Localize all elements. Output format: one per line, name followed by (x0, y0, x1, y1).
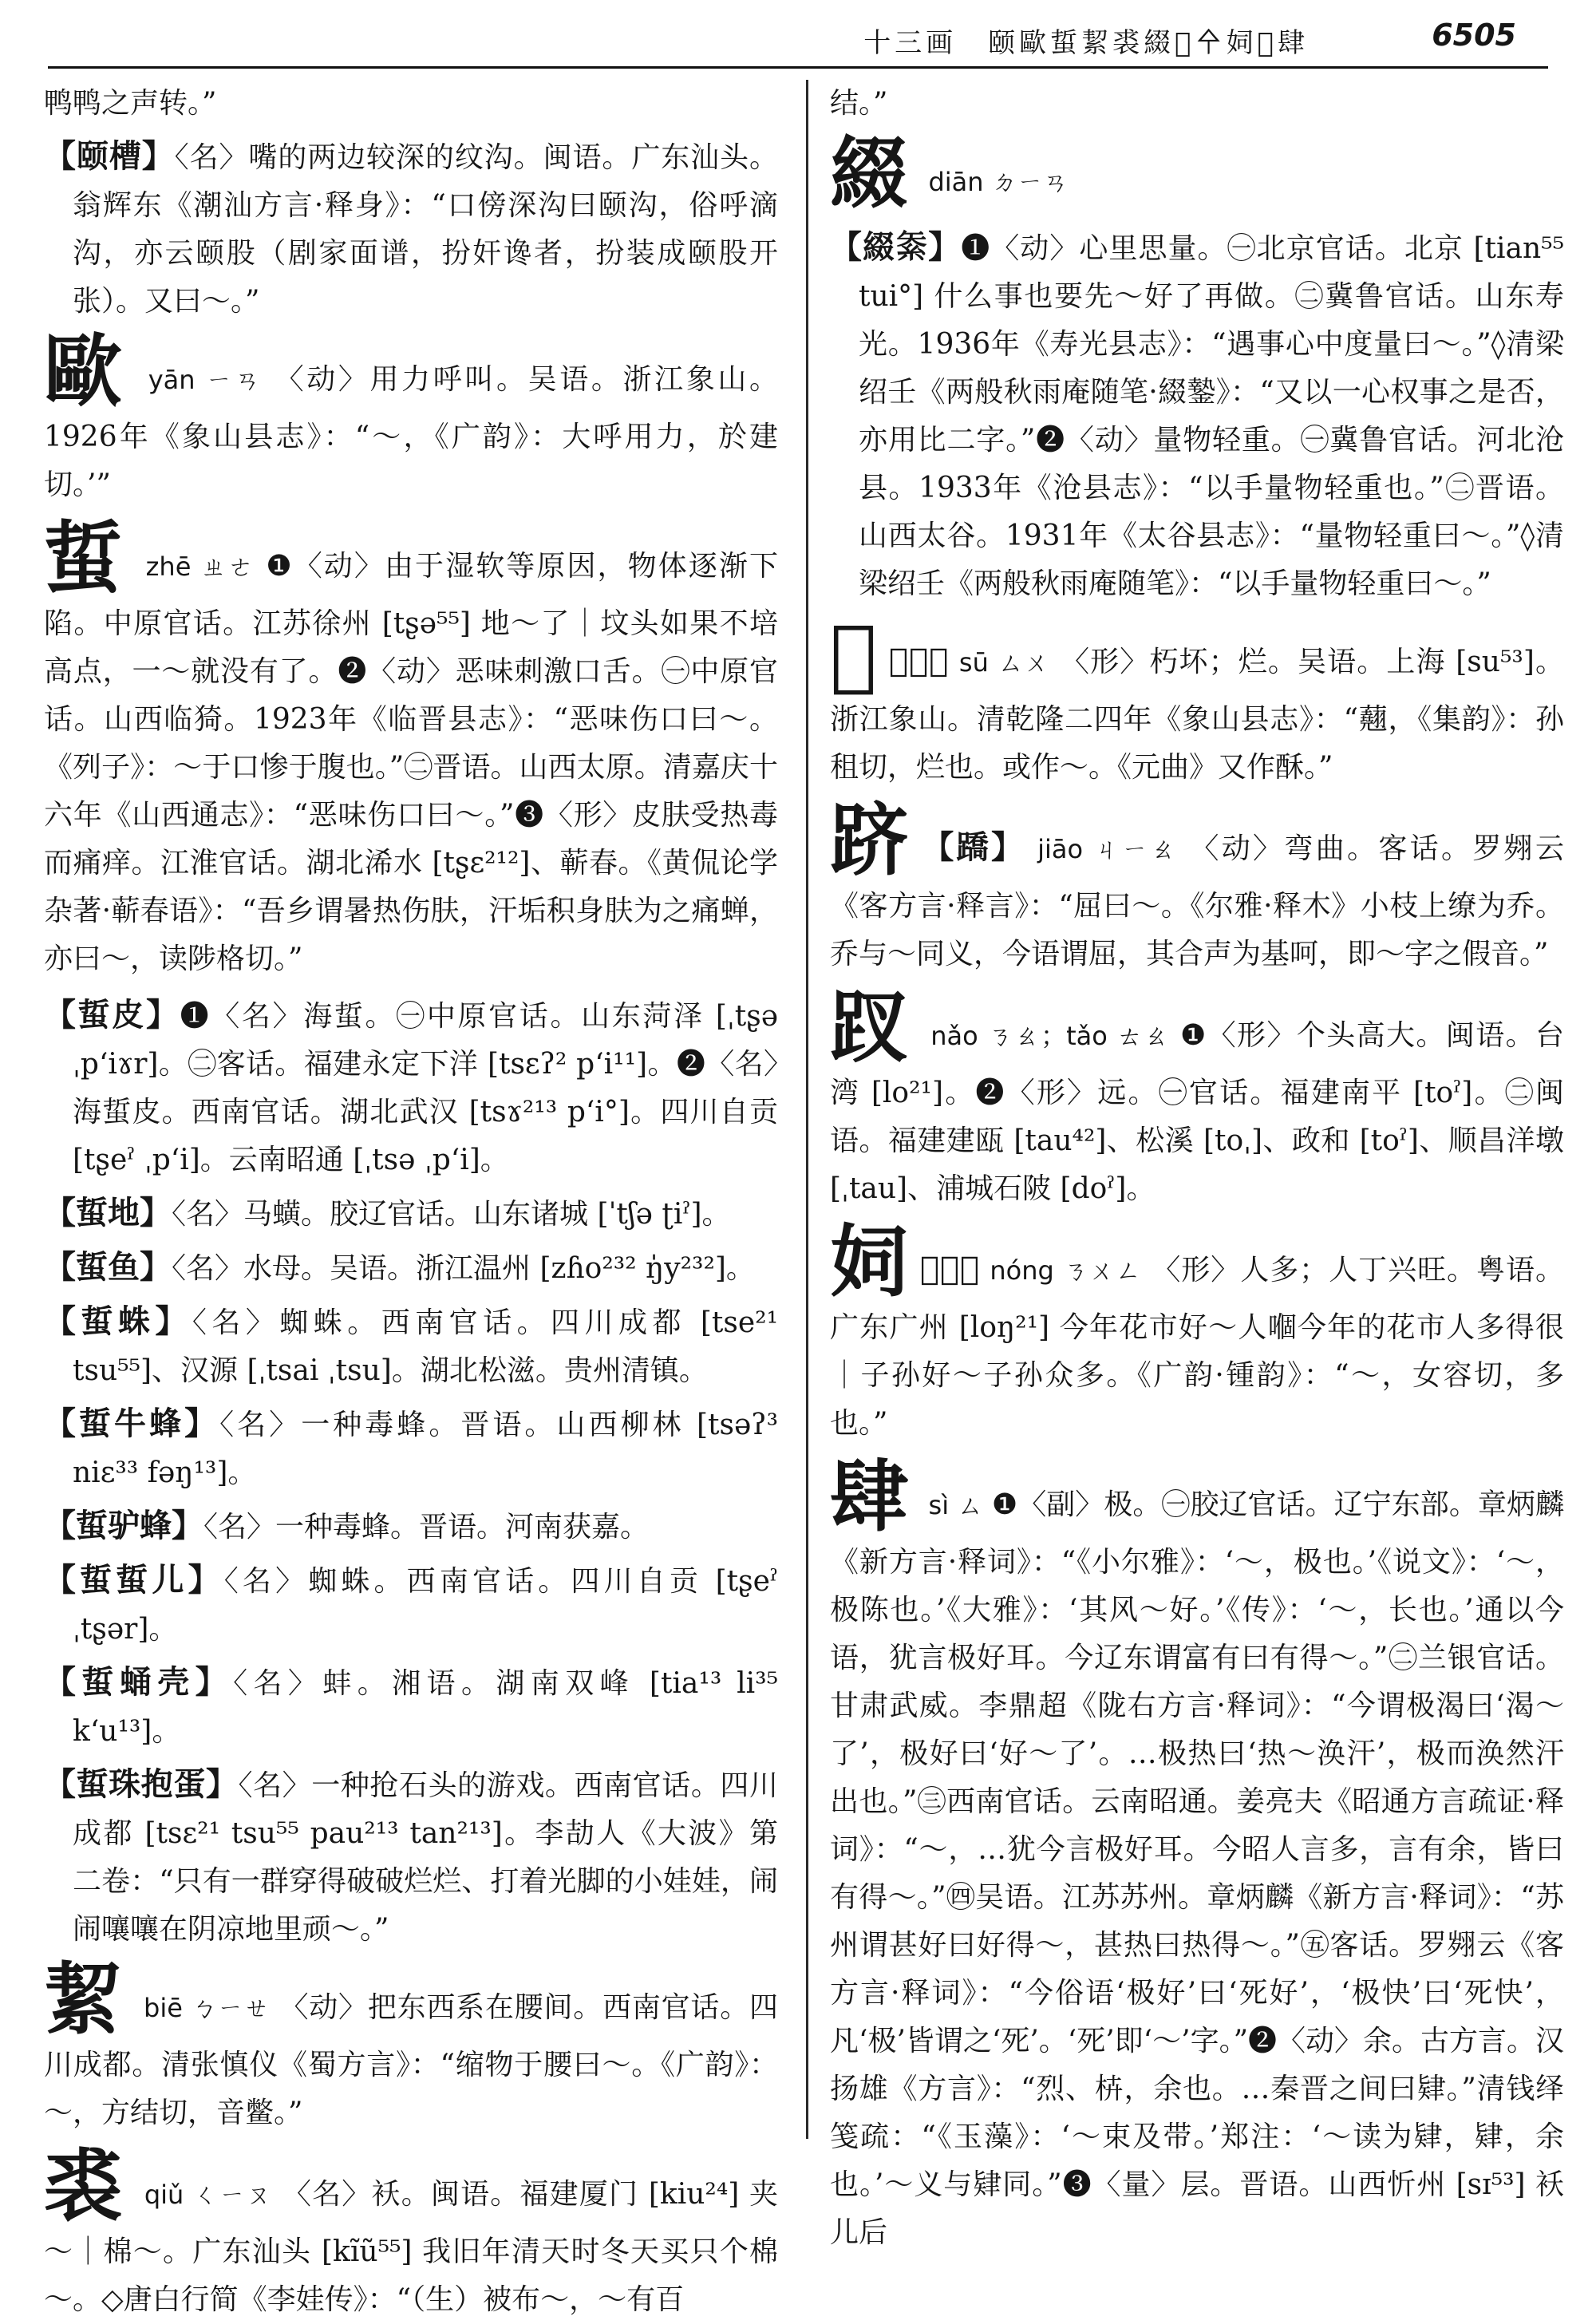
sub-entry (44, 1243, 778, 1293)
head-entry (830, 795, 1564, 978)
definition-text: 〈名〉一种毒蜂。晋语。山西柳林 [tsəʔ³ niɛ³³ fəŋ¹³]。 (73, 1409, 779, 1489)
sub-headword: 【蜇皮】 (44, 996, 180, 1034)
sub-entry (44, 132, 778, 326)
sub-headword: 【綴𥿅】 (830, 228, 962, 266)
sub-headword: 【蜇蜇儿】 (44, 1561, 224, 1599)
left-column (44, 80, 779, 2316)
head-character: 䟕 (830, 982, 910, 1073)
traditional-form: 【𣳏】 (888, 642, 950, 679)
head-entry (830, 128, 1564, 219)
sub-headword: 【蜇鱼】 (44, 1248, 172, 1286)
header-rule (48, 66, 1548, 69)
sub-entry (44, 1189, 778, 1239)
head-entry (830, 982, 1564, 1213)
head-entry (44, 512, 778, 983)
continued-text: 结。” (830, 87, 888, 120)
definition-text: 〈名〉蚌。湘语。湖南双峰 [tia¹³ li³⁵ kʻu¹³]。 (73, 1667, 778, 1748)
sub-headword: 【蜇地】 (44, 1194, 172, 1231)
head-character: 絜 (44, 1954, 123, 2045)
sub-headword: 【颐槽】 (44, 137, 175, 175)
definition-text: 〈名〉马蟥。胶辽官话。山东诸城 [ˈtʃə ʈiˀ]。 (172, 1198, 731, 1231)
head-character: 歐 (44, 326, 125, 417)
head-entry (44, 1954, 778, 2137)
pronunciation: biē ㄅㄧㄝ (144, 1993, 271, 2023)
sub-headword: 【蜇牛蜂】 (44, 1405, 220, 1442)
head-entry (830, 608, 1564, 792)
pronunciation: sì ㄙ (928, 1490, 983, 1520)
definition-text: 〈名〉嘴的两边较深的纹沟。闽语。广东汕头。翁辉东《潮汕方言·释身》：“口傍深沟曰颐沟，俗呼滴沟，亦云颐股（剧家面谱，扮奸谗者，扮装成颐股开张）。又曰～。” (73, 141, 778, 318)
right-column (830, 80, 1564, 2249)
definition-text: 〈动〉弯曲。客话。罗翙云《客方言·释言》：“屈曰～。《尔雅·释木》小枝上缭为乔。乔与～同义，今语谓屈，其合声为基呵，即～字之假音。” (830, 832, 1564, 970)
continued-text: 鸭鸭之声转。” (44, 87, 217, 120)
pronunciation: nǎo ㄋㄠ；tǎo ㄊㄠ (930, 1021, 1171, 1051)
pronunciation: diān ㄉㄧㄢ (928, 167, 1069, 197)
definition-text: ❶〈名〉海蜇。㊀中原官话。山东菏泽 [ˌtʂə ˌpʻiɤr]。㊁客话。福建永定下洋 [tsɛʔ² pʻi¹¹]。❷〈名〉海蜇皮。西南官话。湖北武汉 [tsɤ²¹³ pʻi°]。四川自贡 [tʂeˀ ˌpʻi]。云南昭通 [ˌtsə ˌpʻi]。 (73, 1000, 779, 1176)
pronunciation: zhē ㄓㄜ (145, 551, 255, 582)
definition-text: 〈名〉蜘蛛。西南官话。四川自贡 [tʂeˀ ˌtʂər]。 (73, 1565, 779, 1646)
definition-text: ❶〈形〉个头高大。闽语。台湾 [lo²¹]。❷〈形〉远。㊀官话。福建南平 [toˀ]。㊁闽语。福建建瓯 [tau⁴²]、松溪 [toˌ]、政和 [toˀ]、顺昌洋墩 [ˌtau]、浦城石陂 [doˀ]。 (830, 1019, 1564, 1205)
head-entry (830, 1451, 1564, 2257)
head-entry (44, 2140, 778, 2324)
definition-text: 〈名〉一种毒蜂。晋语。河南获嘉。 (203, 1511, 650, 1543)
definition-text: 〈形〉朽坏；烂。吴语。上海 [su⁵³]。浙江象山。清乾隆二四年《象山县志》：“𧄍，《集韵》：孙租切，烂也。或作～。《元曲》又作酥。” (830, 646, 1564, 784)
sub-entry (44, 1298, 778, 1395)
definition-text: 〈名〉蜘蛛。西南官话。四川成都 [tse²¹ tsu⁵⁵]、汉源 [ˌtsai ˌtsu]。湖北松滋。贵州清镇。 (73, 1306, 779, 1387)
page-header (48, 14, 1548, 69)
definition-text: 〈名〉水母。吴语。浙江温州 [zɦo²³² ŋ̍y²³²]。 (172, 1252, 755, 1285)
pronunciation: yān ㄧㄢ (148, 365, 263, 395)
definition-text: ❶〈动〉心里思量。㊀北京官话。北京 [tian⁵⁵ tui°] 什么事也要先～好了再做。㊁冀鲁官话。山东寿光。1936年《寿光县志》：“遇事心中度量曰～。”◊清梁绍壬《两般秋雨庵随笔·綴䥍》：“又以一心权事之是否，亦用比二字。”❷〈动〉量物轻重。㊀冀鲁官话。河北沧县。1933年《沧县志》：“以手量物轻重也。”㊁晋语。山西太谷。1931年《太谷县志》：“量物轻重曰～。”◊清梁绍壬《两般秋雨庵随笔》：“以手量物轻重曰～。” (859, 232, 1564, 600)
definition-text: 〈名〉一种抢石头的游戏。西南官话。四川成都 [tsɛ²¹ tsu⁵⁵ pau²¹³ tan²¹³]。李劼人《大波》第二卷：“只有一群穿得破破烂烂、打着光脚的小娃娃，闹闹嚷嚷在阴凉地里顽～。” (73, 1769, 778, 1946)
sub-headword: 【蜇蛛】 (44, 1302, 192, 1340)
sub-headword: 【蜇蛹壳】 (44, 1663, 234, 1701)
definition-text: ❶〈动〉由于湿软等原因，物体逐渐下陷。中原官话。江苏徐州 [tʂə⁵⁵] 地～了｜坟头如果不培高点，一～就没有了。❷〈动〉恶味刺激口舌。㊀中原官话。山西临猗。1923年《临晋县志》：“恶味伤口曰～。《列子》：～于口惨于腹也。”㊁晋语。山西太原。清嘉庆十六年《山西通志》：“恶味伤口曰～。”❸〈形〉皮肤受热毒而痛痒。江淮官话。湖北浠水 [tʂɛ²¹²]、蕲春。《黄侃论学杂著·蕲春语》：“吾乡谓暑热伤肤，汗垢积身肤为之痛蝉，亦曰～，读陟格切。” (44, 550, 778, 975)
traditional-form: 【𡌘】 (919, 1250, 980, 1287)
sub-entry (44, 1502, 778, 1551)
head-character: 𣳏 (830, 608, 878, 700)
sub-entry (830, 223, 1564, 608)
sub-entry (44, 991, 778, 1184)
head-character: 肆 (830, 1451, 909, 1543)
traditional-form: 【蹻】 (922, 828, 1026, 866)
head-entry (830, 1216, 1564, 1448)
head-character: 綴 (830, 128, 909, 219)
head-entry (44, 326, 778, 509)
sub-entry (44, 1761, 778, 1954)
definition-text: 〈形〉人多；人丁兴旺。粤语。广东广州 [loŋ²¹] 今年花市好～人嗰今年的花市人多得很｜子孙好～子孙众多。《广韵·锺韵》：“～，女容切，多也。” (830, 1254, 1564, 1440)
head-character: 跻 (830, 795, 911, 887)
sub-entry (44, 1556, 778, 1654)
sub-entry (44, 1658, 778, 1756)
running-head: 十三画 颐歐蜇絜裘綴𣳏㐃㚸𡌘肆 (863, 27, 1309, 59)
definition-text: 〈名〉袄。闽语。福建厦门 [kiu²⁴] 夹～｜棉～。广东汕头 [kĩũ⁵⁵] 我旧年清天时冬天买只个棉～。◇唐白行简《李娃传》：“（生）被布～，～有百 (44, 2178, 778, 2316)
head-character: 裘 (44, 2140, 124, 2232)
column-divider (806, 80, 808, 2139)
head-character: 蜇 (44, 512, 124, 604)
pronunciation: sū ㄙㄨ (958, 647, 1051, 678)
pronunciation: qiǔ ㄑㄧㄡ (144, 2180, 273, 2210)
pronunciation: nóng ㄋㄨㄥ (990, 1255, 1142, 1286)
sub-headword: 【蜇驴蜂】 (44, 1507, 203, 1544)
definition-text: ❶〈副〉极。㊀胶辽官话。辽宁东部。章炳麟《新方言·释词》：“《小尔雅》：‘～，极也。’《说文》：‘～，极陈也。’《大雅》：‘其风～好。’《传》：‘～，长也。’通以今语，犹言极好耳。今辽东谓富有曰有得～。”㊁兰银官话。甘肃武威。李鼎超《陇右方言·释词》：“今谓极渴曰‘渴～了’，极好曰‘好～了’。…极热曰‘热～涣汗’，极而涣然汗出也。”㊂西南官话。云南昭通。姜亮夫《昭通方言疏证·释词》：“～，…犹今言极好耳。今昭人言多，言有余，皆曰有得～。”㊃吴语。江苏苏州。章炳麟《新方言·释词》：“苏州谓甚好曰好得～，甚热曰热得～。”㊄客话。罗翙云《客方言·释词》：“今俗语‘极好’曰‘死好’，‘极快’曰‘死快’，凡‘极’皆谓之‘死’。‘死’即‘～’字。”❷〈动〉余。古方言。汉扬雄《方言》：“烈、枿，余也。…秦晋之间曰肄。”清钱绎笺疏：“《玉藻》：‘～束及带。’郑注：‘～读为肄，肄，余也。’～义与肄同。”❸〈量〉层。晋语。山西忻州 [sɪ⁵³] 袄儿后 (830, 1488, 1564, 2249)
sub-headword: 【蜇珠抱蛋】 (44, 1765, 239, 1803)
pronunciation: jiāo ㄐㄧㄠ (1037, 834, 1179, 864)
definition-text: 〈动〉用力呼叫。吴语。浙江象山。1926年《象山县志》：“～，《广韵》：大呼用力，於建切。’” (44, 363, 778, 501)
definition-text: 〈动〉把东西系在腰间。西南官话。四川成都。清张慎仪《蜀方言》：“缩物于腰曰～。《广韵》：～，方结切，音鳖。” (44, 1991, 778, 2129)
page-number: 6505 (1432, 18, 1516, 53)
sub-entry (44, 1400, 778, 1497)
head-character: 㚸 (830, 1216, 909, 1308)
